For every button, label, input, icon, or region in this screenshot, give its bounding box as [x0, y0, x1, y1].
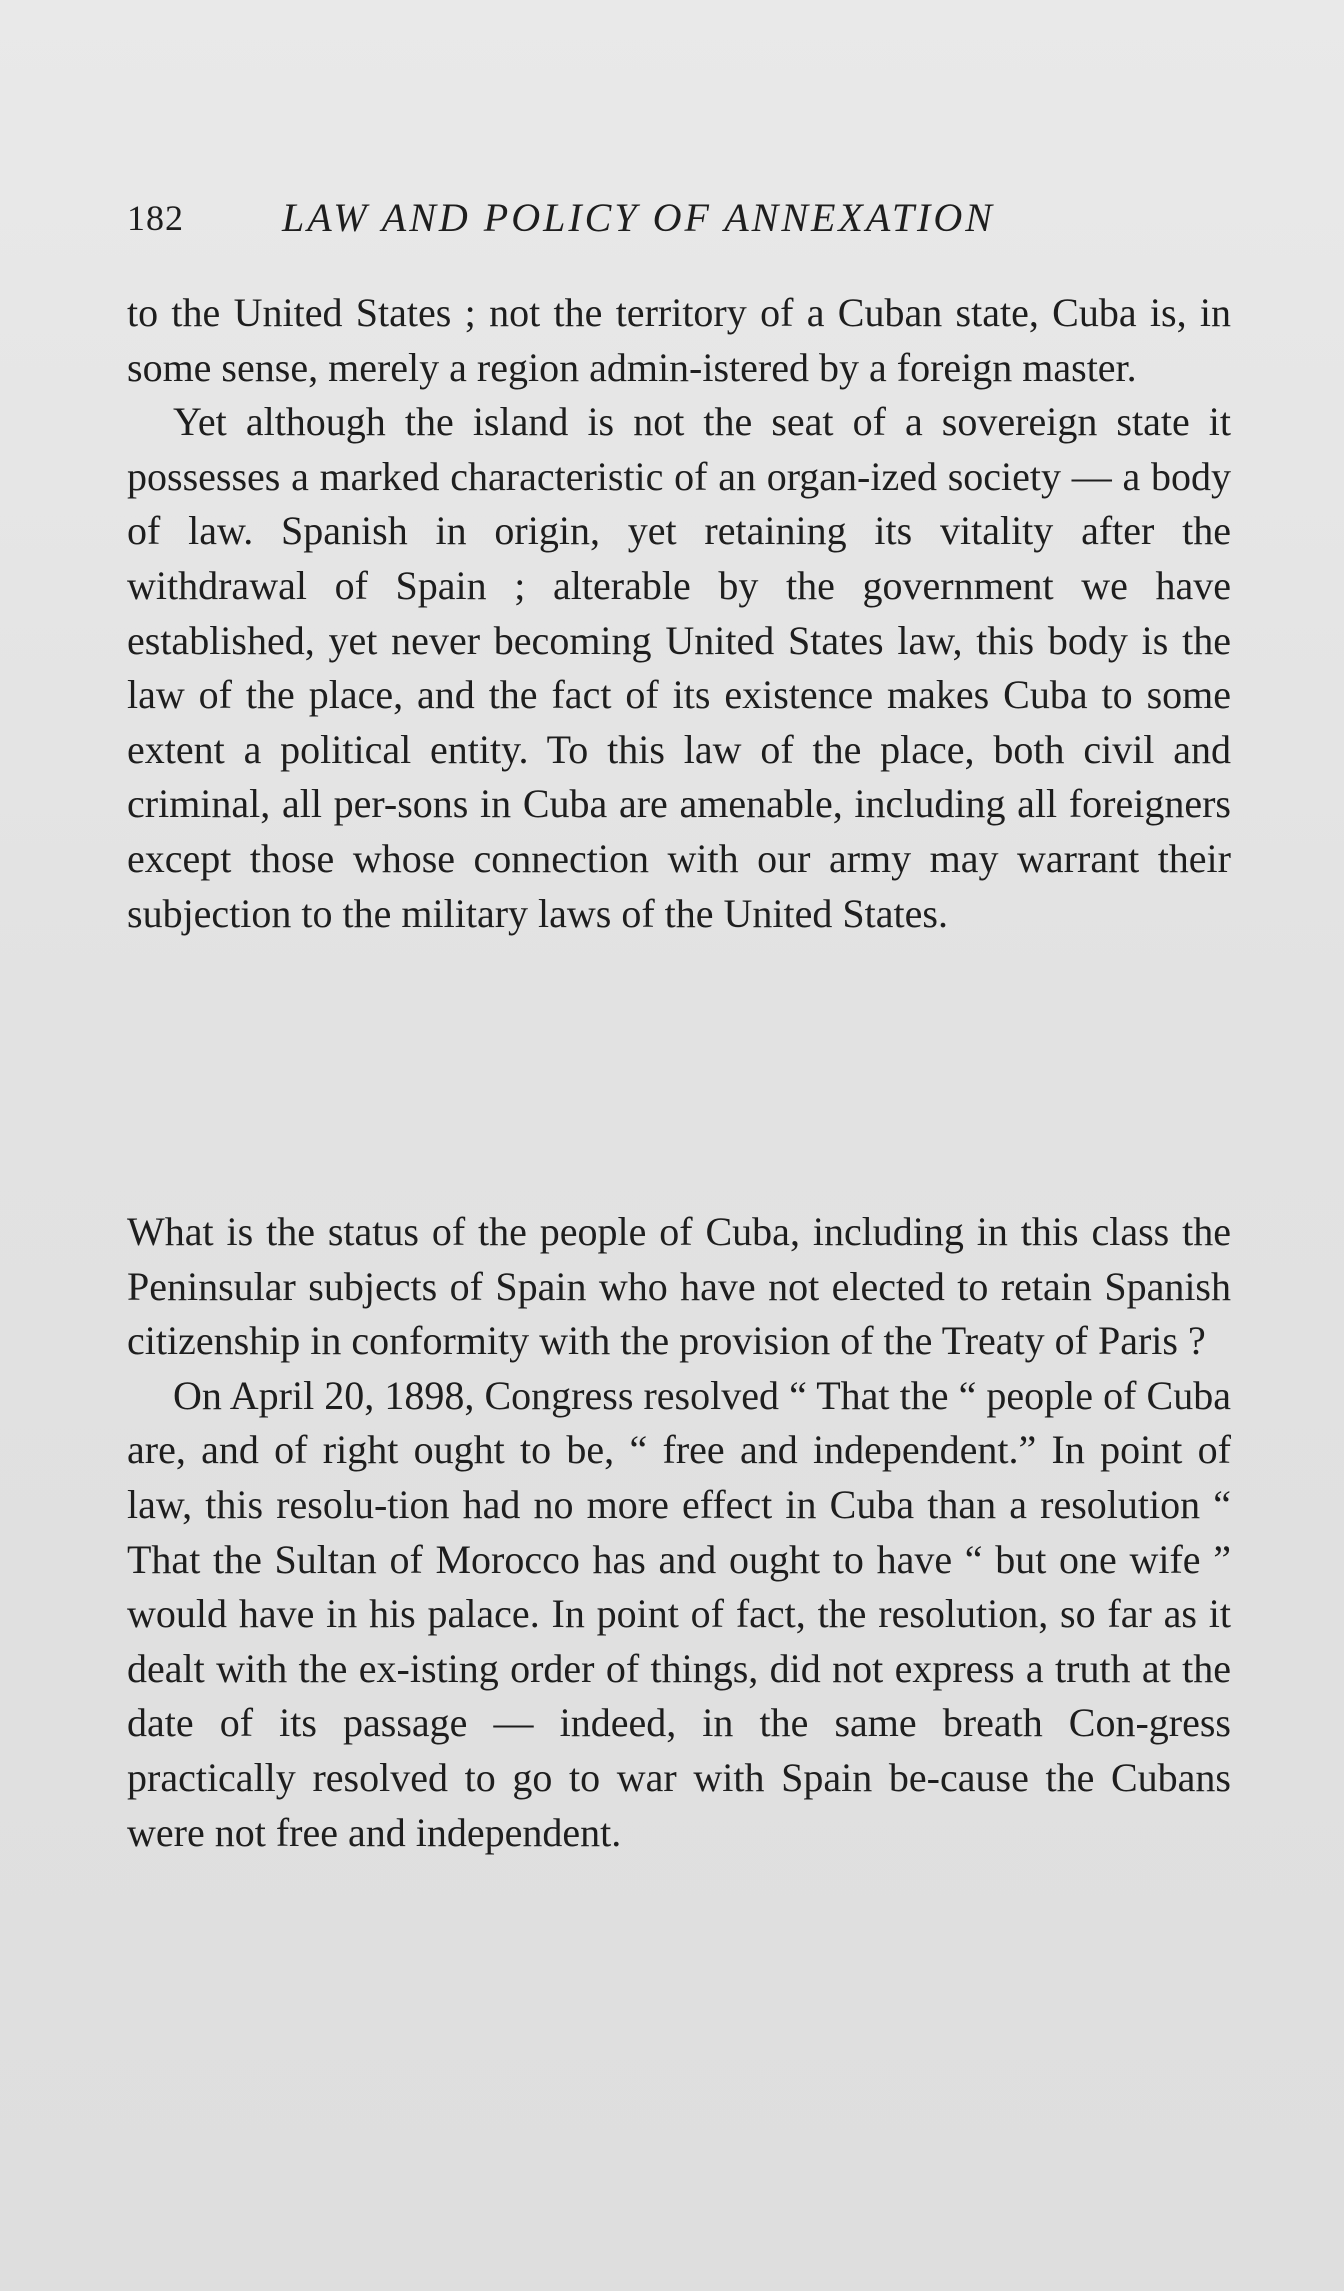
paragraph-status-question: What is the status of the people of Cuba, including in this class the Peninsular subjects of Spain who have not elected to retain Spanish citizenship in conformity with the provision of the Treaty of Paris ?	[127, 1209, 1231, 1364]
paragraph-continuation: to the United States ; not the territory of a Cuban state, Cuba is, in some sense, merely a region admin-istered by a foreign master.	[127, 290, 1231, 390]
paragraph-congress-resolution: On April 20, 1898, Congress resolved “ That the “ people of Cuba are, and of right ought to be, “ free and independent.” In point of law, this resolu-tion had no more effect in Cuba than a resolution “ That the Sultan of Morocco has and ought to have “ but one wife ” would have in his palace. In point of fact, the resolution, so far as it dealt with the ex-isting order of things, did not express a truth at the date of its passage — indeed, in the same breath Con-gress practically resolved to go to war with Spain be-cause the Cubans were not free and independent.	[127, 1372, 1231, 1855]
running-head	[127, 188, 1227, 248]
running-title: LAW AND POLICY OF ANNEXATION	[282, 195, 995, 240]
text-block-upper	[127, 286, 1231, 941]
page-number: 182	[127, 198, 184, 238]
paragraph-body-of-law: Yet although the island is not the seat of a sovereign state it possesses a marked characteristic of an organ-ized society — a body of law. Spanish in origin, yet retaining its vitality after the withdrawal of Spain ; alterable by the government we have established, yet never becoming United States law, this body is the law of the place, and the fact of its existence makes Cuba to some extent a political entity. To this law of the place, both civil and criminal, all per-sons in Cuba are amenable, including all foreigners except those whose connection with our army may warrant their subjection to the military laws of the United States.	[127, 399, 1231, 936]
text-block-lower	[127, 1205, 1231, 1860]
